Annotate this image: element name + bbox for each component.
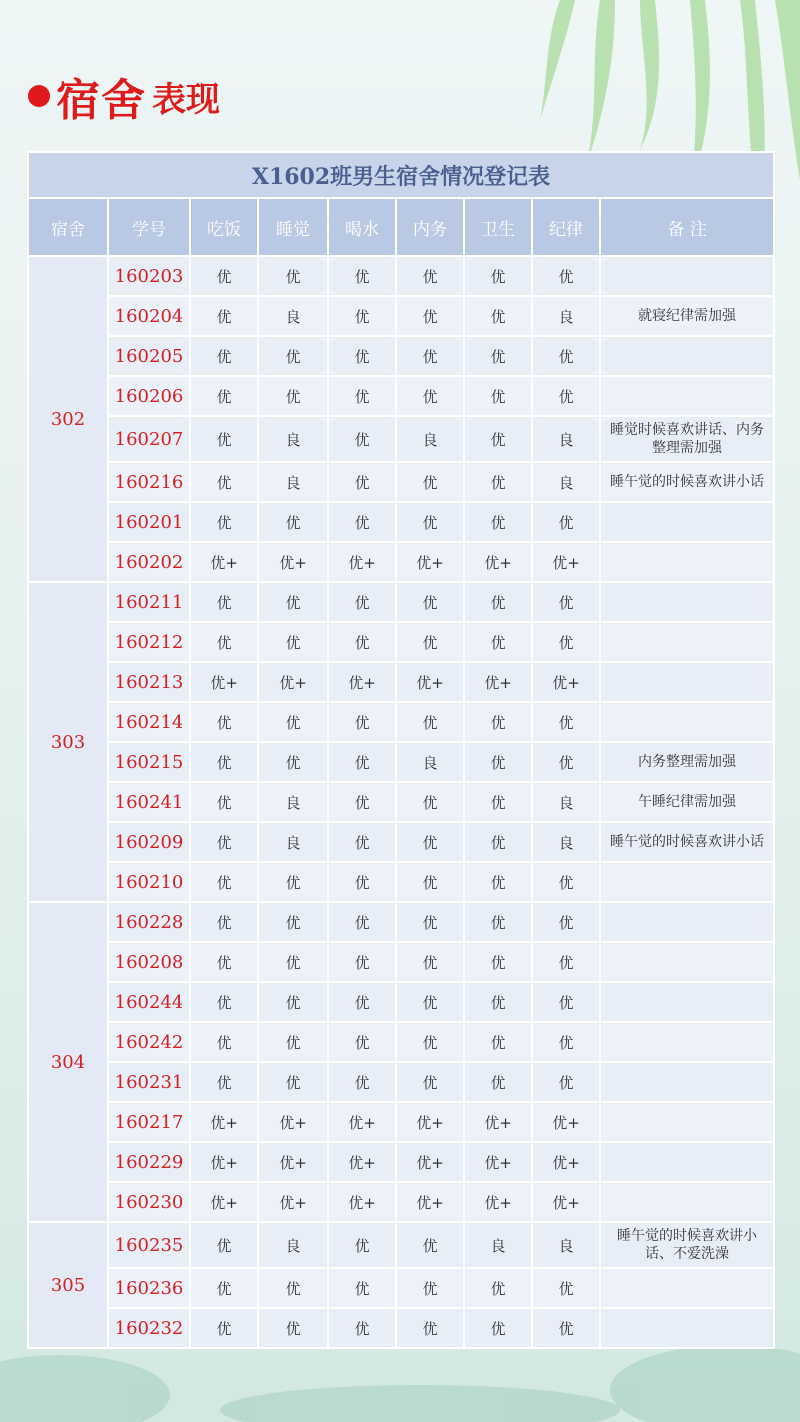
discipline-score-cell: 优 xyxy=(532,1062,600,1102)
remarks-cell xyxy=(600,702,774,742)
room-cell: 303 xyxy=(28,582,108,902)
student-id-cell: 160215 xyxy=(108,742,190,782)
hygiene-score-cell: 优 xyxy=(464,502,532,542)
remarks-cell: 睡觉时候喜欢讲话、内务整理需加强 xyxy=(600,416,774,462)
table-row xyxy=(28,822,774,862)
remarks-cell xyxy=(600,1142,774,1182)
sleeping-score-cell: 优+ xyxy=(258,662,328,702)
hygiene-score-cell: 优+ xyxy=(464,662,532,702)
table-row xyxy=(28,1062,774,1102)
eating-score-cell: 优 xyxy=(190,1062,258,1102)
housekeeping-score-cell: 优 xyxy=(396,462,464,502)
housekeeping-score-cell: 优 xyxy=(396,1222,464,1268)
header-discipline: 纪律 xyxy=(532,198,600,256)
table-row xyxy=(28,296,774,336)
remarks-cell xyxy=(600,662,774,702)
table-row xyxy=(28,376,774,416)
drinking-score-cell: 优 xyxy=(328,256,396,296)
discipline-score-cell: 优 xyxy=(532,256,600,296)
drinking-score-cell: 优 xyxy=(328,376,396,416)
sleeping-score-cell: 优 xyxy=(258,702,328,742)
remarks-cell xyxy=(600,256,774,296)
housekeeping-score-cell: 优+ xyxy=(396,1142,464,1182)
header-eating: 吃饭 xyxy=(190,198,258,256)
sleeping-score-cell: 优+ xyxy=(258,1182,328,1222)
drinking-score-cell: 优 xyxy=(328,782,396,822)
student-id-cell: 160232 xyxy=(108,1308,190,1348)
eating-score-cell: 优 xyxy=(190,782,258,822)
student-id-cell: 160230 xyxy=(108,1182,190,1222)
remarks-cell xyxy=(600,336,774,376)
eating-score-cell: 优+ xyxy=(190,1102,258,1142)
eating-score-cell: 优 xyxy=(190,296,258,336)
drinking-score-cell: 优 xyxy=(328,582,396,622)
student-id-cell: 160241 xyxy=(108,782,190,822)
housekeeping-score-cell: 良 xyxy=(396,742,464,782)
table-row xyxy=(28,782,774,822)
sleeping-score-cell: 优 xyxy=(258,376,328,416)
housekeeping-score-cell: 良 xyxy=(396,416,464,462)
sleeping-score-cell: 优+ xyxy=(258,1102,328,1142)
hygiene-score-cell: 优+ xyxy=(464,542,532,582)
discipline-score-cell: 良 xyxy=(532,822,600,862)
hygiene-score-cell: 优 xyxy=(464,582,532,622)
hygiene-score-cell: 优 xyxy=(464,782,532,822)
eating-score-cell: 优 xyxy=(190,462,258,502)
sleeping-score-cell: 优 xyxy=(258,622,328,662)
remarks-cell: 睡午觉的时候喜欢讲小话 xyxy=(600,462,774,502)
drinking-score-cell: 优 xyxy=(328,416,396,462)
housekeeping-score-cell: 优 xyxy=(396,782,464,822)
drinking-score-cell: 优 xyxy=(328,702,396,742)
table-row xyxy=(28,542,774,582)
student-id-cell: 160203 xyxy=(108,256,190,296)
hygiene-score-cell: 优 xyxy=(464,822,532,862)
discipline-score-cell: 良 xyxy=(532,416,600,462)
housekeeping-score-cell: 优 xyxy=(396,822,464,862)
drinking-score-cell: 优 xyxy=(328,1308,396,1348)
housekeeping-score-cell: 优 xyxy=(396,1022,464,1062)
discipline-score-cell: 优+ xyxy=(532,1182,600,1222)
discipline-score-cell: 良 xyxy=(532,296,600,336)
discipline-score-cell: 优 xyxy=(532,902,600,942)
hygiene-score-cell: 优 xyxy=(464,902,532,942)
hygiene-score-cell: 优+ xyxy=(464,1182,532,1222)
sleeping-score-cell: 优 xyxy=(258,582,328,622)
hygiene-score-cell: 优 xyxy=(464,1308,532,1348)
eating-score-cell: 优+ xyxy=(190,662,258,702)
eating-score-cell: 优 xyxy=(190,702,258,742)
eating-score-cell: 优 xyxy=(190,582,258,622)
hygiene-score-cell: 优 xyxy=(464,702,532,742)
table-row xyxy=(28,416,774,462)
discipline-score-cell: 优 xyxy=(532,376,600,416)
table-row xyxy=(28,902,774,942)
discipline-score-cell: 良 xyxy=(532,462,600,502)
eating-score-cell: 优 xyxy=(190,742,258,782)
sleeping-score-cell: 良 xyxy=(258,296,328,336)
student-id-cell: 160209 xyxy=(108,822,190,862)
student-id-cell: 160207 xyxy=(108,416,190,462)
discipline-score-cell: 优 xyxy=(532,1308,600,1348)
table-row xyxy=(28,1102,774,1142)
housekeeping-score-cell: 优 xyxy=(396,1062,464,1102)
discipline-score-cell: 优 xyxy=(532,702,600,742)
room-cell: 305 xyxy=(28,1222,108,1348)
discipline-score-cell: 优 xyxy=(532,336,600,376)
eating-score-cell: 优 xyxy=(190,1268,258,1308)
student-id-cell: 160202 xyxy=(108,542,190,582)
remarks-cell: 睡午觉的时候喜欢讲小话 xyxy=(600,822,774,862)
housekeeping-score-cell: 优 xyxy=(396,702,464,742)
remarks-cell xyxy=(600,1308,774,1348)
dorm-register-table xyxy=(27,151,773,1349)
discipline-score-cell: 优 xyxy=(532,582,600,622)
table-row xyxy=(28,256,774,296)
sleeping-score-cell: 优 xyxy=(258,902,328,942)
student-id-cell: 160205 xyxy=(108,336,190,376)
sleeping-score-cell: 良 xyxy=(258,782,328,822)
page-title-main: 宿舍 xyxy=(56,75,146,126)
room-cell: 304 xyxy=(28,902,108,1222)
drinking-score-cell: 优+ xyxy=(328,1102,396,1142)
hygiene-score-cell: 优 xyxy=(464,1022,532,1062)
table-row xyxy=(28,1142,774,1182)
sleeping-score-cell: 良 xyxy=(258,416,328,462)
table-row xyxy=(28,336,774,376)
hygiene-score-cell: 优 xyxy=(464,376,532,416)
sleeping-score-cell: 优 xyxy=(258,1268,328,1308)
student-id-cell: 160211 xyxy=(108,582,190,622)
table-row xyxy=(28,582,774,622)
hygiene-score-cell: 优+ xyxy=(464,1142,532,1182)
discipline-score-cell: 优 xyxy=(532,1268,600,1308)
sleeping-score-cell: 良 xyxy=(258,822,328,862)
sleeping-score-cell: 良 xyxy=(258,462,328,502)
housekeeping-score-cell: 优 xyxy=(396,902,464,942)
drinking-score-cell: 优 xyxy=(328,742,396,782)
remarks-cell: 午睡纪律需加强 xyxy=(600,782,774,822)
table-body xyxy=(28,256,774,1348)
eating-score-cell: 优 xyxy=(190,862,258,902)
remarks-cell xyxy=(600,942,774,982)
hygiene-score-cell: 优+ xyxy=(464,1102,532,1142)
bullet-dot-icon xyxy=(28,85,50,107)
remarks-cell xyxy=(600,1182,774,1222)
remarks-cell: 睡午觉的时候喜欢讲小话、不爱洗澡 xyxy=(600,1222,774,1268)
lotus-leaf-decoration xyxy=(0,1345,800,1422)
sleeping-score-cell: 优 xyxy=(258,942,328,982)
eating-score-cell: 优 xyxy=(190,982,258,1022)
eating-score-cell: 优+ xyxy=(190,1142,258,1182)
remarks-cell xyxy=(600,1102,774,1142)
housekeeping-score-cell: 优 xyxy=(396,502,464,542)
hygiene-score-cell: 优 xyxy=(464,622,532,662)
table-row xyxy=(28,702,774,742)
remarks-cell xyxy=(600,902,774,942)
sleeping-score-cell: 优 xyxy=(258,256,328,296)
drinking-score-cell: 优 xyxy=(328,336,396,376)
discipline-score-cell: 优+ xyxy=(532,542,600,582)
discipline-score-cell: 优 xyxy=(532,862,600,902)
drinking-score-cell: 优 xyxy=(328,862,396,902)
drinking-score-cell: 优 xyxy=(328,822,396,862)
discipline-score-cell: 优 xyxy=(532,502,600,542)
drinking-score-cell: 优+ xyxy=(328,662,396,702)
sleeping-score-cell: 优+ xyxy=(258,542,328,582)
eating-score-cell: 优 xyxy=(190,622,258,662)
drinking-score-cell: 优 xyxy=(328,1268,396,1308)
drinking-score-cell: 优 xyxy=(328,1022,396,1062)
header-sleeping: 睡觉 xyxy=(258,198,328,256)
eating-score-cell: 优 xyxy=(190,502,258,542)
remarks-cell xyxy=(600,1268,774,1308)
sleeping-score-cell: 优 xyxy=(258,982,328,1022)
student-id-cell: 160231 xyxy=(108,1062,190,1102)
hygiene-score-cell: 优 xyxy=(464,862,532,902)
drinking-score-cell: 优+ xyxy=(328,1142,396,1182)
table-caption: X1602班男生宿舍情况登记表 xyxy=(28,152,774,198)
table-row xyxy=(28,862,774,902)
housekeeping-score-cell: 优 xyxy=(396,1268,464,1308)
header-housekeeping: 内务 xyxy=(396,198,464,256)
sleeping-score-cell: 优 xyxy=(258,336,328,376)
eating-score-cell: 优 xyxy=(190,822,258,862)
drinking-score-cell: 优 xyxy=(328,902,396,942)
remarks-cell xyxy=(600,1022,774,1062)
header-hygiene: 卫生 xyxy=(464,198,532,256)
remarks-cell xyxy=(600,622,774,662)
remarks-cell xyxy=(600,376,774,416)
eating-score-cell: 优 xyxy=(190,902,258,942)
student-id-cell: 160217 xyxy=(108,1102,190,1142)
housekeeping-score-cell: 优 xyxy=(396,256,464,296)
hygiene-score-cell: 优 xyxy=(464,742,532,782)
table-row xyxy=(28,502,774,542)
hygiene-score-cell: 优 xyxy=(464,982,532,1022)
housekeeping-score-cell: 优 xyxy=(396,942,464,982)
drinking-score-cell: 优 xyxy=(328,296,396,336)
eating-score-cell: 优 xyxy=(190,942,258,982)
header-drinking: 喝水 xyxy=(328,198,396,256)
table-row xyxy=(28,742,774,782)
housekeeping-score-cell: 优 xyxy=(396,336,464,376)
student-id-cell: 160213 xyxy=(108,662,190,702)
remarks-cell xyxy=(600,542,774,582)
student-id-cell: 160204 xyxy=(108,296,190,336)
eating-score-cell: 优 xyxy=(190,256,258,296)
student-id-cell: 160244 xyxy=(108,982,190,1022)
housekeeping-score-cell: 优 xyxy=(396,982,464,1022)
table-row xyxy=(28,1182,774,1222)
remarks-cell: 就寝纪律需加强 xyxy=(600,296,774,336)
eating-score-cell: 优 xyxy=(190,416,258,462)
student-id-cell: 160210 xyxy=(108,862,190,902)
hygiene-score-cell: 优 xyxy=(464,462,532,502)
hygiene-score-cell: 优 xyxy=(464,1062,532,1102)
student-id-cell: 160214 xyxy=(108,702,190,742)
table-row xyxy=(28,622,774,662)
sleeping-score-cell: 优+ xyxy=(258,1142,328,1182)
student-id-cell: 160208 xyxy=(108,942,190,982)
eating-score-cell: 优 xyxy=(190,1222,258,1268)
housekeeping-score-cell: 优 xyxy=(396,376,464,416)
remarks-cell xyxy=(600,502,774,542)
header-room: 宿舍 xyxy=(28,198,108,256)
student-id-cell: 160235 xyxy=(108,1222,190,1268)
drinking-score-cell: 优 xyxy=(328,1062,396,1102)
housekeeping-score-cell: 优+ xyxy=(396,542,464,582)
drinking-score-cell: 优 xyxy=(328,942,396,982)
student-id-cell: 160212 xyxy=(108,622,190,662)
eating-score-cell: 优+ xyxy=(190,1182,258,1222)
drinking-score-cell: 优+ xyxy=(328,1182,396,1222)
page-title-rest: 表现 xyxy=(152,79,220,120)
page-title xyxy=(28,66,220,126)
drinking-score-cell: 优 xyxy=(328,1222,396,1268)
sleeping-score-cell: 优 xyxy=(258,502,328,542)
table-row xyxy=(28,1308,774,1348)
table-row xyxy=(28,1022,774,1062)
table-row xyxy=(28,982,774,1022)
student-id-cell: 160201 xyxy=(108,502,190,542)
eating-score-cell: 优 xyxy=(190,336,258,376)
sleeping-score-cell: 优 xyxy=(258,742,328,782)
room-cell: 302 xyxy=(28,256,108,582)
sleeping-score-cell: 优 xyxy=(258,1062,328,1102)
table-row xyxy=(28,942,774,982)
sleeping-score-cell: 优 xyxy=(258,862,328,902)
housekeeping-score-cell: 优+ xyxy=(396,662,464,702)
housekeeping-score-cell: 优 xyxy=(396,862,464,902)
table-row xyxy=(28,1268,774,1308)
student-id-cell: 160228 xyxy=(108,902,190,942)
student-id-cell: 160206 xyxy=(108,376,190,416)
hygiene-score-cell: 优 xyxy=(464,942,532,982)
drinking-score-cell: 优 xyxy=(328,982,396,1022)
discipline-score-cell: 良 xyxy=(532,1222,600,1268)
header-remarks: 备 注 xyxy=(600,198,774,256)
housekeeping-score-cell: 优+ xyxy=(396,1102,464,1142)
hygiene-score-cell: 优 xyxy=(464,336,532,376)
remarks-cell: 内务整理需加强 xyxy=(600,742,774,782)
student-id-cell: 160242 xyxy=(108,1022,190,1062)
table-row xyxy=(28,662,774,702)
discipline-score-cell: 良 xyxy=(532,782,600,822)
sleeping-score-cell: 良 xyxy=(258,1222,328,1268)
remarks-cell xyxy=(600,982,774,1022)
discipline-score-cell: 优 xyxy=(532,942,600,982)
drinking-score-cell: 优 xyxy=(328,462,396,502)
drinking-score-cell: 优 xyxy=(328,502,396,542)
housekeeping-score-cell: 优+ xyxy=(396,1182,464,1222)
eating-score-cell: 优 xyxy=(190,376,258,416)
discipline-score-cell: 优 xyxy=(532,742,600,782)
discipline-score-cell: 优 xyxy=(532,622,600,662)
discipline-score-cell: 优 xyxy=(532,1022,600,1062)
discipline-score-cell: 优+ xyxy=(532,1102,600,1142)
discipline-score-cell: 优 xyxy=(532,982,600,1022)
hygiene-score-cell: 优 xyxy=(464,256,532,296)
housekeeping-score-cell: 优 xyxy=(396,582,464,622)
housekeeping-score-cell: 优 xyxy=(396,1308,464,1348)
remarks-cell xyxy=(600,862,774,902)
student-id-cell: 160216 xyxy=(108,462,190,502)
housekeeping-score-cell: 优 xyxy=(396,622,464,662)
hygiene-score-cell: 优 xyxy=(464,416,532,462)
drinking-score-cell: 优 xyxy=(328,622,396,662)
table-row xyxy=(28,1222,774,1268)
hygiene-score-cell: 优 xyxy=(464,1268,532,1308)
eating-score-cell: 优 xyxy=(190,1308,258,1348)
hygiene-score-cell: 良 xyxy=(464,1222,532,1268)
table-header-row xyxy=(28,198,774,256)
remarks-cell xyxy=(600,582,774,622)
eating-score-cell: 优 xyxy=(190,1022,258,1062)
discipline-score-cell: 优+ xyxy=(532,1142,600,1182)
table-row xyxy=(28,462,774,502)
housekeeping-score-cell: 优 xyxy=(396,296,464,336)
sleeping-score-cell: 优 xyxy=(258,1022,328,1062)
student-id-cell: 160236 xyxy=(108,1268,190,1308)
eating-score-cell: 优+ xyxy=(190,542,258,582)
hygiene-score-cell: 优 xyxy=(464,296,532,336)
student-id-cell: 160229 xyxy=(108,1142,190,1182)
dorm-table xyxy=(27,151,775,1349)
sleeping-score-cell: 优 xyxy=(258,1308,328,1348)
drinking-score-cell: 优+ xyxy=(328,542,396,582)
remarks-cell xyxy=(600,1062,774,1102)
discipline-score-cell: 优+ xyxy=(532,662,600,702)
header-student-id: 学号 xyxy=(108,198,190,256)
